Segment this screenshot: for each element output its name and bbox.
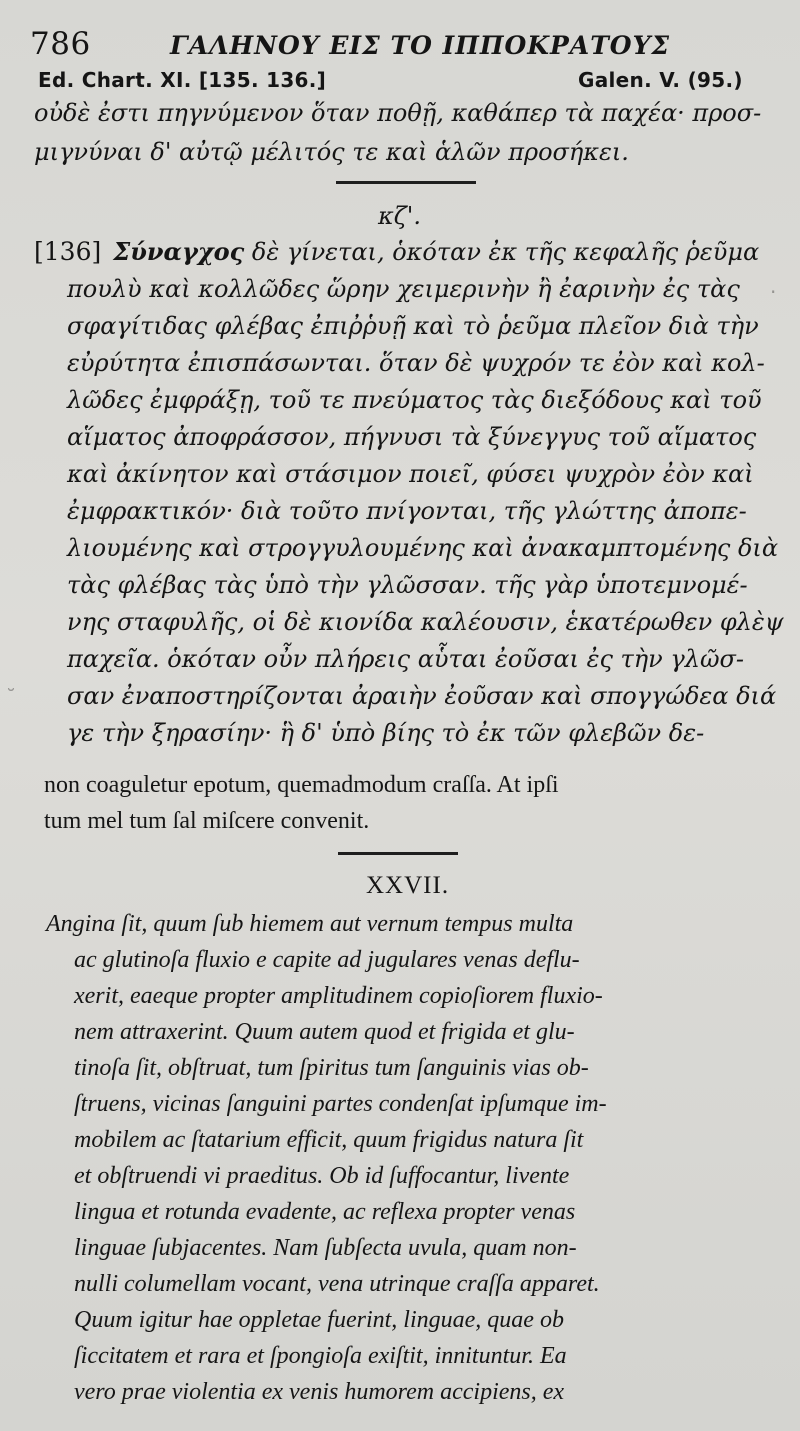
greek-main-line: λῶδες ἐμφράξῃ, τοῦ τε πνεύματος τὰς διεξόδους καὶ τοῦ bbox=[67, 386, 762, 414]
latin-main-line: vero prae violentia ex venis humorem accipiens, ex bbox=[74, 1379, 565, 1405]
latin-main-line: tinoſa ſit, obſtruat, tum ſpiritus tum ſanguinis vias ob- bbox=[74, 1055, 589, 1081]
greek-main-line: ἐμφρακτικόν· διὰ τοῦτο πνίγονται, τῆς γλώττης ἀποπε- bbox=[67, 497, 747, 525]
latin-main-line: lingua et rotunda evadente, ac reflexa propter venas bbox=[74, 1199, 576, 1225]
latin-main-line: Angina ſit, quum ſub hiemem aut vernum tempus multa bbox=[46, 911, 574, 937]
latin-main-paragraph bbox=[46, 906, 770, 1410]
page-number: 786 bbox=[30, 26, 91, 62]
latin-main-line: xerit, eaeque propter amplitudinem copioſiorem fluxio- bbox=[74, 983, 603, 1009]
scan-artifact: ˘ bbox=[6, 685, 16, 709]
scan-artifact: · bbox=[770, 280, 777, 304]
greek-first-word: Σύναγχος bbox=[113, 237, 245, 266]
greek-main-line: εὐρύτητα ἐπισπάσωνται. ὅταν δὲ ψυχρόν τε ἐὸν καὶ κολ- bbox=[67, 349, 765, 377]
greek-main-line: παχεῖα. ὁκόταν οὖν πλήρεις αὗται ἐοῦσαι ἐς τὴν γλῶσ- bbox=[67, 645, 745, 673]
latin-main-line: et obſtruendi vi praeditus. Ob id ſuffocantur, livente bbox=[74, 1163, 570, 1189]
page-header bbox=[30, 24, 770, 72]
greek-top-line: μιγνύναι δ' αὐτῷ μέλιτός τε καὶ ἁλῶν προσήκει. bbox=[34, 138, 629, 166]
section-divider bbox=[336, 181, 476, 184]
greek-main-line: πουλὺ καὶ κολλῶδες ὥρην χειμερινὴν ἢ ἐαρινὴν ἐς τὰς bbox=[67, 275, 740, 303]
greek-main-line: σφαγίτιδας φλέβας ἐπιῤῥυῇ καὶ τὸ ῥεῦμα πλεῖον διὰ τὴν bbox=[67, 312, 759, 340]
greek-paragraph-reference: [136] bbox=[34, 237, 102, 266]
greek-main-line: αἵματος ἀποφράσσον, πήγνυσι τὰ ξύνεγγυς τοῦ αἵματος bbox=[67, 423, 757, 451]
latin-top-line: non coaguletur epotum, quemadmodum craſſa. At ipſi bbox=[44, 772, 559, 798]
greek-main-line: λιουμένης καὶ στρογγυλουμένης καὶ ἀνακαμπτομένης διὰ bbox=[67, 534, 779, 562]
latin-main-line: linguae ſubjacentes. Nam ſubſecta uvula, quam non- bbox=[74, 1235, 577, 1261]
greek-main-line: καὶ ἀκίνητον καὶ στάσιμον ποιεῖ, φύσει ψυχρὸν ἐὸν καὶ bbox=[67, 460, 754, 488]
greek-main-first-line bbox=[34, 233, 770, 271]
greek-section-number: κζ'. bbox=[378, 202, 421, 230]
greek-main-line: τὰς φλέβας τὰς ὑπὸ τὴν γλῶσσαν. τῆς γὰρ ὑποτεμνομέ- bbox=[67, 571, 748, 599]
greek-main-line: νης σταφυλῆς, οἱ δὲ κιονίδα καλέουσιν, ἑκατέρωθεν φλὲψ bbox=[67, 608, 784, 636]
greek-main-paragraph bbox=[34, 233, 784, 752]
greek-main-line: σαν ἐναποστηρίζονται ἀραιὴν ἐοῦσαν καὶ σπογγώδεα διά bbox=[67, 682, 777, 710]
latin-top-line: tum mel tum ſal miſcere convenit. bbox=[44, 808, 370, 834]
edition-reference: Ed. Chart. XI. [135. 136.] bbox=[38, 68, 327, 92]
latin-main-line: ac glutinoſa fluxio e capite ad jugulares venas deflu- bbox=[74, 947, 580, 973]
latin-main-line: nem attraxerint. Quum autem quod et frigida et glu- bbox=[74, 1019, 575, 1045]
running-title: ΓΑΛΗΝΟΥ ΕΙΣ ΤΟ ΙΠΠΟΚΡΑΤΟΥΣ bbox=[170, 31, 671, 60]
section-divider bbox=[338, 852, 458, 855]
latin-main-line: ſiccitatem et rara et ſpongioſa exiſtit, innituntur. Ea bbox=[74, 1343, 567, 1369]
greek-top-paragraph bbox=[34, 94, 770, 172]
greek-top-line: οὐδὲ ἐστι πηγνύμενον ὅταν ποθῇ, καθάπερ τὰ παχέα· προσ- bbox=[34, 99, 762, 127]
latin-main-line: nulli columellam vocant, vena utrinque craſſa apparet. bbox=[74, 1271, 600, 1297]
latin-main-line: ſtruens, vicinas ſanguini partes condenſat ipſumque im- bbox=[74, 1091, 607, 1117]
latin-main-line: Quum igitur hae oppletae fuerint, linguae, quae ob bbox=[74, 1307, 564, 1333]
latin-section-number: XXVII. bbox=[366, 872, 450, 899]
greek-main-line: γε τὴν ξηρασίην· ἣ δ' ὑπὸ βίης τὸ ἐκ τῶν φλεβῶν δε- bbox=[67, 719, 705, 747]
latin-main-line: mobilem ac ſtatarium efficit, quum frigidus natura ſit bbox=[74, 1127, 584, 1153]
latin-top-paragraph bbox=[44, 767, 770, 839]
galen-reference: Galen. V. (95.) bbox=[578, 68, 743, 92]
greek-first-line-rest: δὲ γίνεται, ὁκόταν ἐκ τῆς κεφαλῆς ῥεῦμα bbox=[251, 238, 760, 266]
